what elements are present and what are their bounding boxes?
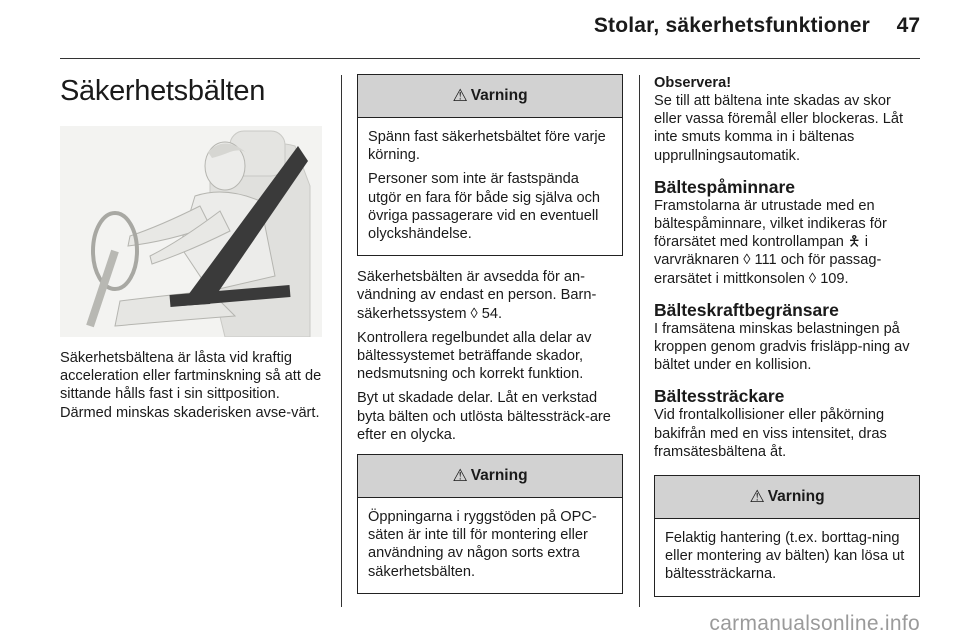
heading-belt-reminder: Bältespåminnare	[654, 176, 796, 197]
heading-belt-force-limiter: Bälteskraftbegränsare	[654, 299, 839, 320]
warning-body	[358, 118, 622, 255]
warning-triangle-icon: ⚠	[749, 487, 765, 507]
warning-body	[655, 519, 919, 596]
page-number: 47	[896, 14, 920, 37]
warning-label: Varning	[767, 488, 825, 506]
column-divider-2	[639, 75, 640, 607]
warning-label: Varning	[470, 467, 528, 485]
warning-box-1	[357, 74, 623, 256]
paragraph-belt-tensioner: Vid frontalkollisioner eller påkörning bakifrån med en viss intensitet, dras framsätesbältena åt.	[654, 407, 887, 460]
warning-label: Varning	[470, 87, 528, 104]
column-1	[60, 74, 325, 428]
warning-body	[358, 498, 622, 593]
paragraph: Byt ut skadade delar. Låt en verkstad byta bälten och utlösta bältessträck-are efter en olycka.	[357, 390, 611, 443]
seatbelt-illustration	[60, 126, 322, 337]
warning-triangle-icon: ⚠	[452, 86, 468, 105]
seatbelt-warning-icon: 🯅	[847, 234, 861, 251]
paragraph: Säkerhetsbälten är avsedda för an-vändning av endast en person. Barn-säkerhetssystem ◊ 54.	[357, 269, 597, 322]
section-title: Säkerhetsbälten	[60, 75, 266, 107]
text-part: i varvräknaren ◊ 111 och för passag-erarsätet i mittkonsolen ◊ 109.	[654, 234, 882, 287]
paragraph-belt-reminder	[654, 197, 920, 288]
seatbelt-caption: Säkerhetsbältena är låsta vid kraftig acceleration eller fartminskning så att de sittande hålls fast i sin sittposition. Därmed minskas skaderisken avse-värt.	[60, 350, 322, 421]
header-divider	[60, 58, 920, 59]
warning-text: Spänn fast säkerhetsbältet före varje körning.	[368, 129, 606, 164]
heading-belt-tensioner: Bältessträckare	[654, 386, 785, 407]
column-3	[654, 74, 920, 597]
warning-text: Personer som inte är fastspända utgör en fara för både sig själva och övriga passagerare vid en eventuell olyckshändelse.	[368, 171, 601, 243]
warning-text: Felaktig hantering (t.ex. borttag-ning eller montering av bälten) kan lösa ut bältessträckarna.	[665, 530, 905, 583]
note-text: Se till att bältena inte skadas av skor eller vassa föremål eller blockeras. Låt inte smuts komma in i bältenas upprullningsautomatik.	[654, 93, 904, 164]
paragraph: Kontrollera regelbundet alla delar av bältessystemet beträffande skador, nedsmutsning och korrekt funktion.	[357, 329, 592, 383]
warning-header	[358, 455, 622, 498]
warning-text: Öppningarna i ryggstöden på OPC-säten är inte till för montering eller användning av någon sorts extra säkerhetsbälten.	[368, 509, 597, 580]
warning-box-3	[654, 475, 920, 597]
watermark: carmanualsonline.info	[709, 612, 920, 635]
text-part: Framstolarna är utrustade med en bältespåminnare, vilket indikeras för förarsätet med kontrollampan	[654, 197, 887, 251]
paragraph-belt-force-limiter: I framsätena minskas belastningen på kroppen genom gradvis frisläpp-ning av bältet under en kollision.	[654, 320, 910, 374]
warning-header	[358, 75, 622, 118]
header-title: Stolar, säkerhetsfunktioner	[593, 14, 870, 37]
warning-header	[655, 476, 919, 519]
warning-triangle-icon: ⚠	[452, 466, 468, 486]
note-title: Observera!	[654, 75, 732, 91]
column-divider-1	[341, 75, 342, 607]
column-2	[357, 74, 623, 594]
warning-box-2	[357, 454, 623, 594]
